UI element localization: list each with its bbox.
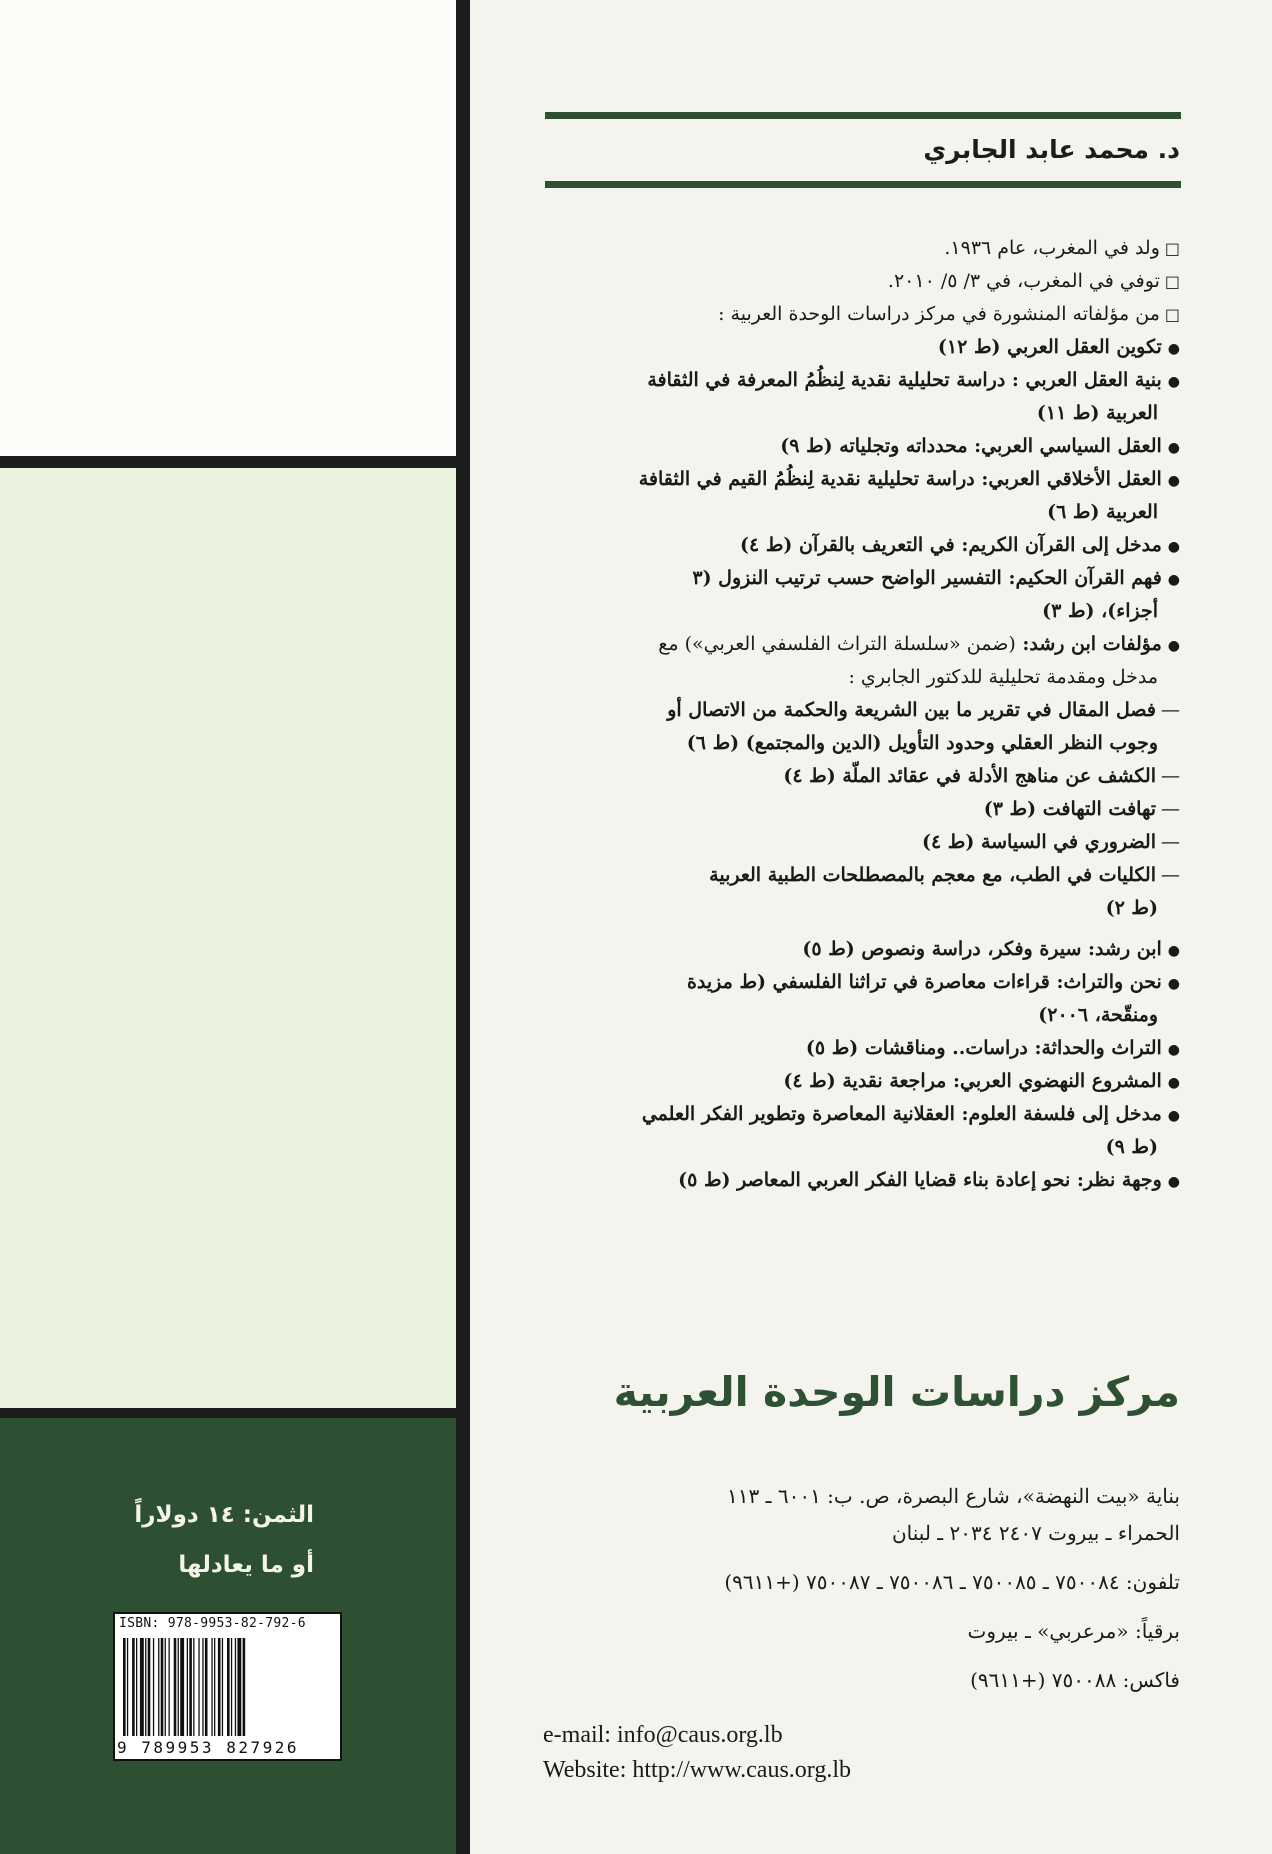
barcode-icon: [123, 1638, 331, 1736]
email-address[interactable]: e-mail: info@caus.org.lb: [543, 1722, 783, 1748]
sub-work-item: — تهافت التهافت (ط ٣): [545, 793, 1180, 826]
web-contact: [543, 1718, 851, 1788]
author-bio-and-works: [545, 232, 1180, 1197]
bio-line: □ ولد في المغرب، عام ١٩٣٦.: [545, 232, 1180, 265]
work-item: [545, 628, 1180, 661]
work-item: ● العقل السياسي العربي: محدداته وتجلياته (ط ٩): [545, 430, 1180, 463]
isbn-barcode: [113, 1612, 342, 1761]
work-item: ● العقل الأخلاقي العربي: دراسة تحليلية نقدية لِنظُمُ القيم في الثقافة: [545, 463, 1180, 496]
work-item-cont: العربية (ط ٦): [1047, 501, 1158, 523]
price-label: [134, 1490, 314, 1590]
vertical-divider: [456, 0, 470, 1854]
light-green-block: [0, 468, 456, 1408]
price-amount: الثمن: ١٤ دولاراً: [134, 1502, 314, 1528]
fax-line: فاكس: ٧٥٠٠٨٨ (+٩٦١١): [970, 1668, 1180, 1692]
author-name: د. محمد عابد الجابري: [923, 135, 1180, 164]
price-equivalent: أو ما يعادلها: [178, 1552, 314, 1578]
isbn-label: ISBN: 978-9953-82-792-6: [119, 1616, 306, 1631]
work-note: (ضمن «سلسلة التراث الفلسفي العربي») مع: [658, 633, 1016, 655]
publisher-contact: [545, 1478, 1180, 1699]
work-item: ● ابن رشد: سيرة وفكر، دراسة ونصوص (ط ٥): [545, 933, 1180, 966]
work-item-cont: مدخل ومقدمة تحليلية للدكتور الجابري :: [848, 666, 1158, 688]
sub-work-item: — الضروري في السياسة (ط ٤): [545, 826, 1180, 859]
divider-bar: [0, 1408, 468, 1418]
work-item-cont: ومنقّحة، ٢٠٠٦): [1038, 1004, 1158, 1026]
barcode-digits: 9 789953 827926: [117, 1738, 299, 1757]
top-rule: [545, 112, 1181, 119]
publisher-name: مركز دراسات الوحدة العربية: [613, 1368, 1180, 1416]
bio-line: □ من مؤلفاته المنشورة في مركز دراسات الوحدة العربية :: [545, 298, 1180, 331]
sub-work-item-cont: (ط ٢): [1105, 897, 1158, 919]
work-item-cont: العربية (ط ١١): [1036, 402, 1158, 424]
work-item-cont: (ط ٩): [1105, 1136, 1158, 1158]
work-item: ● نحن والتراث: قراءات معاصرة في تراثنا الفلسفي (ط مزيدة: [545, 966, 1180, 999]
sub-work-item-cont: وجوب النظر العقلي وحدود التأويل (الدين والمجتمع) (ط ٦): [686, 732, 1158, 754]
work-item: ● التراث والحداثة: دراسات.. ومناقشات (ط ٥): [545, 1032, 1180, 1065]
white-block: [0, 0, 456, 456]
sub-work-item: — فصل المقال في تقرير ما بين الشريعة والحكمة من الاتصال أو: [545, 694, 1180, 727]
work-item-cont: أجزاء)، (ط ٣): [1042, 600, 1158, 622]
author-rule: [545, 181, 1181, 188]
work-item: ● وجهة نظر: نحو إعادة بناء قضايا الفكر العربي المعاصر (ط ٥): [545, 1164, 1180, 1197]
website-link[interactable]: Website: http://www.caus.org.lb: [543, 1757, 852, 1783]
work-item: ● بنية العقل العربي : دراسة تحليلية نقدية لِنظُمُ المعرفة في الثقافة: [545, 364, 1180, 397]
divider-bar: [0, 456, 468, 468]
work-item: ● المشروع النهضوي العربي: مراجعة نقدية (ط ٤): [545, 1065, 1180, 1098]
sub-work-item: — الكشف عن مناهج الأدلة في عقائد الملّة (ط ٤): [545, 760, 1180, 793]
work-title: مؤلفات ابن رشد:: [1022, 633, 1162, 655]
work-item: ● مدخل إلى فلسفة العلوم: العقلانية المعاصرة وتطوير الفكر العلمي: [545, 1098, 1180, 1131]
address-line: الحمراء ـ بيروت ٢٤٠٧ ٢٠٣٤ ـ لبنان: [891, 1521, 1180, 1545]
cable-line: برقياً: «مرعربي» ـ بيروت: [967, 1619, 1180, 1643]
work-item: ● مدخل إلى القرآن الكريم: في التعريف بالقرآن (ط ٤): [545, 529, 1180, 562]
address-line: بناية «بيت النهضة»، شارع البصرة، ص. ب: ٦٠٠١ ـ ١١٣: [727, 1484, 1180, 1508]
work-item: ● فهم القرآن الحكيم: التفسير الواضح حسب ترتيب النزول (٣: [545, 562, 1180, 595]
sub-work-item: — الكليات في الطب، مع معجم بالمصطلحات الطبية العربية: [545, 859, 1180, 892]
work-item: ● تكوين العقل العربي (ط ١٢): [545, 331, 1180, 364]
bio-line: □ توفي في المغرب، في ٣/ ٥/ ٢٠١٠.: [545, 265, 1180, 298]
phone-line: تلفون: ٧٥٠٠٨٤ ـ ٧٥٠٠٨٥ ـ ٧٥٠٠٨٦ ـ ٧٥٠٠٨٧ (+٩٦١١): [724, 1570, 1180, 1594]
